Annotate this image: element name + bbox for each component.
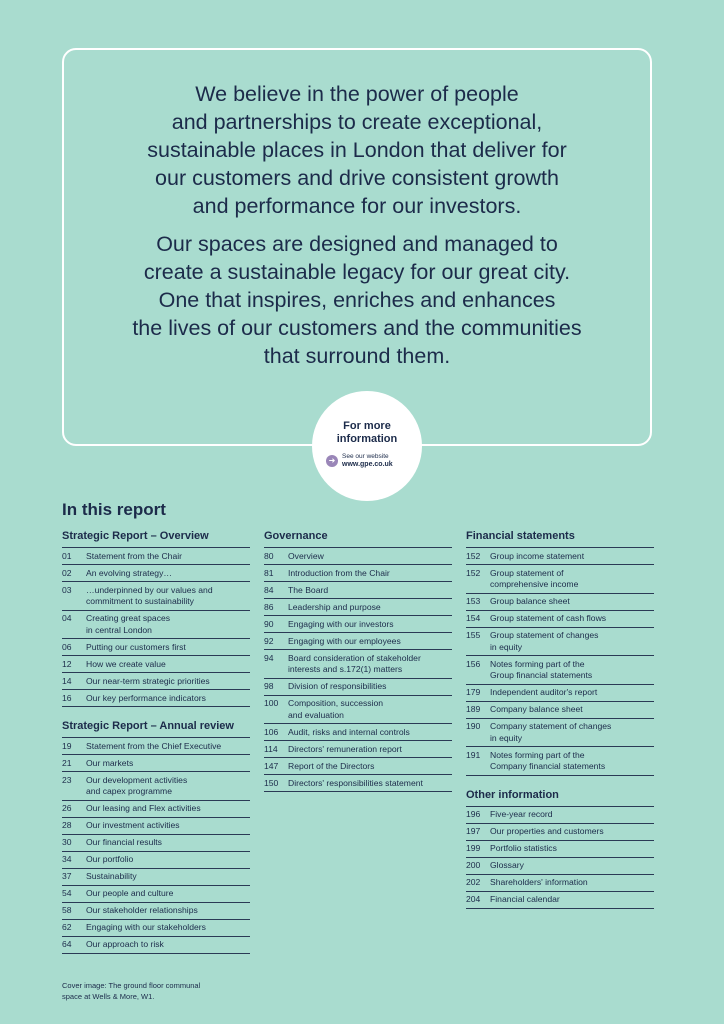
contents-entry[interactable] (62, 886, 250, 903)
contents-entry[interactable] (466, 892, 654, 909)
contents-entry[interactable] (466, 719, 654, 748)
entry-title (86, 676, 250, 688)
contents-entry[interactable] (466, 628, 654, 657)
entry-title-line: Our approach to risk (86, 939, 164, 949)
mission-statement-box (62, 48, 652, 446)
page-number: 23 (62, 774, 72, 785)
entry-title-line: Notes forming part of the (490, 658, 585, 669)
page-number: 106 (264, 726, 279, 737)
contents-entry[interactable] (62, 869, 250, 886)
contents-entry[interactable] (264, 633, 452, 650)
entry-title-line: Group financial statements (490, 670, 593, 680)
entry-title-line: Glossary (490, 860, 524, 870)
entry-title (288, 698, 452, 721)
page-number: 155 (466, 630, 481, 640)
contents-entry[interactable] (62, 755, 250, 772)
contents-title: In this report (62, 500, 166, 519)
entry-title-line: comprehensive income (490, 579, 579, 589)
entry-title-line: Company balance sheet (490, 704, 583, 714)
contents-entry[interactable] (264, 679, 452, 696)
entry-title (288, 585, 452, 597)
entry-title (86, 905, 250, 917)
entry-title-line: Our financial results (86, 837, 162, 847)
page-number: 54 (62, 888, 72, 898)
entry-title (490, 860, 654, 872)
entry-title (288, 653, 452, 676)
entry-title (490, 568, 654, 591)
entry-title-line: Our markets (86, 757, 134, 768)
entry-title-line: Our key performance indicators (86, 692, 206, 703)
entry-title-line: Our stakeholder relationships (86, 905, 198, 915)
contents-entry[interactable] (62, 690, 250, 707)
contents-entry[interactable] (466, 594, 654, 611)
page-number: 190 (466, 721, 481, 731)
page-number: 204 (466, 894, 481, 904)
entry-title-line: Composition, succession (288, 698, 384, 708)
entry-title (86, 758, 250, 770)
entry-title (86, 741, 250, 753)
entry-title-line: Introduction from the Chair (288, 567, 390, 578)
page-number: 200 (466, 860, 481, 870)
contents-entry[interactable] (264, 582, 452, 599)
text-line: space at Wells & More, W1. (62, 992, 155, 1001)
entry-title (490, 826, 654, 838)
entry-title (86, 803, 250, 815)
entry-title (490, 809, 654, 821)
contents-entry[interactable] (62, 656, 250, 673)
entry-title-line: Shareholders' information (490, 877, 588, 887)
entry-title-line: Statement from the Chair (86, 550, 183, 561)
contents-column-2 (264, 529, 452, 792)
entry-title (86, 642, 250, 654)
entry-title (288, 568, 452, 580)
section-heading: Other information (466, 788, 654, 807)
page-number: 189 (466, 704, 481, 714)
entry-title-line: Group income statement (490, 550, 585, 561)
contents-entry[interactable] (62, 772, 250, 801)
entry-title (288, 551, 452, 563)
entry-title (86, 888, 250, 900)
entry-title-line: Putting our customers first (86, 641, 186, 652)
page-number: 02 (62, 567, 72, 578)
page-number: 19 (62, 740, 72, 751)
contents-entry[interactable] (466, 656, 654, 685)
page-number: 64 (62, 939, 72, 949)
page-number: 06 (62, 641, 72, 652)
page-number: 147 (264, 760, 279, 771)
entry-title (86, 568, 250, 580)
entry-title-line: Company financial statements (490, 761, 606, 771)
entry-title (490, 721, 654, 744)
entry-title-line: Engaging with our stakeholders (86, 922, 206, 932)
entry-title-line: Leadership and purpose (288, 601, 381, 612)
entry-title (490, 704, 654, 716)
page-number: 94 (264, 652, 274, 663)
entry-title (490, 843, 654, 855)
text-line: sustainable places in London that deliver for (147, 138, 567, 162)
text-line: and performance for our investors. (192, 194, 522, 218)
entry-title-line: Our portfolio (86, 854, 134, 864)
text-line: and partnerships to create exceptional, (171, 110, 543, 134)
mission-paragraph-1 (64, 80, 650, 220)
page-number: 30 (62, 837, 72, 847)
website-link[interactable] (326, 453, 393, 469)
entry-title (490, 613, 654, 625)
entry-title (490, 659, 654, 682)
contents-entry[interactable] (62, 818, 250, 835)
contents-entry[interactable] (264, 696, 452, 725)
entry-title-line: …underpinned by our values and (86, 584, 213, 595)
entry-title-line: Company statement of changes (490, 721, 612, 731)
page-number: 04 (62, 613, 72, 623)
entry-title-line: Group statement of (490, 567, 564, 578)
entry-title-line: Our near-term strategic priorities (86, 675, 210, 686)
contents-entry[interactable] (264, 565, 452, 582)
entry-title-line: Directors' remuneration report (288, 743, 402, 754)
contents-entry[interactable] (62, 582, 250, 611)
section-heading: Strategic Report – Annual review (62, 719, 250, 738)
contents-entry[interactable] (466, 875, 654, 892)
contents-column-1 (62, 529, 250, 954)
website-url[interactable]: www.gpe.co.uk (342, 461, 393, 468)
entry-title-line: Sustainability (86, 871, 137, 881)
entry-title-line: Report of the Directors (288, 760, 375, 771)
contents-column-3 (466, 529, 654, 909)
contents-entry[interactable] (264, 775, 452, 792)
entry-title (288, 778, 452, 790)
entry-title (288, 619, 452, 631)
entry-title-line: and capex programme (86, 786, 172, 796)
page-number: 21 (62, 757, 72, 768)
page-number: 90 (264, 618, 274, 629)
text-line: create a sustainable legacy for our great city. (143, 260, 571, 284)
entry-title (86, 871, 250, 883)
entry-title-line: Notes forming part of the (490, 749, 585, 760)
text-line: Cover image: The ground floor communal (62, 981, 201, 990)
entry-title (490, 687, 654, 699)
entry-title-line: interests and s.172(1) matters (288, 664, 403, 674)
page-number: 199 (466, 843, 481, 853)
text-line: One that inspires, enriches and enhances (158, 288, 556, 312)
contents-entry[interactable] (466, 611, 654, 628)
entry-title (86, 585, 250, 608)
entry-title (86, 922, 250, 934)
entry-title (86, 551, 250, 563)
contents-entry[interactable] (466, 824, 654, 841)
page-number: 114 (264, 743, 278, 754)
contents-entry[interactable] (264, 741, 452, 758)
entry-title (86, 854, 250, 866)
entry-title-line: Division of responsibilities (288, 681, 387, 691)
entry-title (288, 602, 452, 614)
page-number: 03 (62, 584, 72, 595)
page-number: 202 (466, 877, 481, 887)
entry-title-line: An evolving strategy… (86, 567, 172, 578)
contents-entry[interactable] (466, 702, 654, 719)
entry-title-line: Our investment activities (86, 820, 180, 830)
entry-title (86, 775, 250, 798)
entry-title (86, 837, 250, 849)
entry-title-line: Group balance sheet (490, 596, 570, 606)
page-number: 84 (264, 584, 274, 595)
page-number: 26 (62, 803, 72, 813)
entry-title (86, 820, 250, 832)
contents-entry[interactable] (264, 599, 452, 616)
contents-entry[interactable] (62, 903, 250, 920)
entry-title-line: Engaging with our investors (288, 618, 394, 629)
text-line: the lives of our customers and the communities (132, 316, 582, 340)
page-number: 150 (264, 777, 279, 788)
contents-entry[interactable] (264, 758, 452, 775)
page-number: 34 (62, 854, 72, 864)
page-number: 28 (62, 820, 72, 830)
entry-title-line: Independent auditor's report (490, 687, 598, 697)
entry-title (288, 727, 452, 739)
page-number: 152 (466, 550, 481, 561)
section-heading: Governance (264, 529, 452, 548)
entry-title-line: commitment to sustainability (86, 596, 194, 606)
text-line: Our spaces are designed and managed to (156, 232, 558, 256)
contents-entry[interactable] (62, 738, 250, 755)
entry-title-line: and evaluation (288, 709, 344, 720)
entry-title (86, 659, 250, 671)
entry-title (490, 551, 654, 563)
page-number: 92 (264, 635, 274, 646)
arrow-icon: ➜ (326, 455, 338, 467)
contents-entry[interactable] (62, 565, 250, 582)
entry-title (490, 894, 654, 906)
entry-title-line: Portfolio statistics (490, 843, 557, 853)
page-number: 86 (264, 601, 274, 612)
page-number: 154 (466, 613, 481, 623)
contents-entry[interactable] (264, 548, 452, 565)
contents-entry[interactable] (62, 801, 250, 818)
page-number: 153 (466, 596, 481, 606)
entry-title-line: Our properties and customers (490, 826, 604, 836)
more-info-badge[interactable] (312, 391, 422, 501)
entry-title-line: Board consideration of stakeholder (288, 652, 421, 663)
page-number: 196 (466, 809, 481, 819)
entry-title-line: Directors' responsibilities statement (288, 777, 423, 788)
entry-title-line: Group statement of changes (490, 630, 599, 640)
page-number: 14 (62, 675, 72, 686)
page-number: 81 (264, 567, 274, 578)
page-number: 80 (264, 550, 274, 561)
page-number: 152 (466, 567, 481, 578)
more-info-title (312, 420, 422, 446)
contents-entry[interactable] (62, 548, 250, 565)
contents-entry[interactable] (264, 724, 452, 741)
entry-title-line: Engaging with our employees (288, 635, 401, 646)
entry-title-line: Our people and culture (86, 888, 174, 898)
contents-entry[interactable] (466, 685, 654, 702)
page-number: 191 (466, 749, 481, 760)
website-text (342, 453, 393, 469)
contents-entry[interactable] (62, 611, 250, 640)
text-line: For more (343, 420, 391, 432)
entry-title (288, 636, 452, 648)
contents-entry[interactable] (466, 565, 654, 594)
entry-title (86, 613, 250, 636)
mission-paragraph-2 (64, 230, 650, 370)
page-number: 58 (62, 905, 72, 915)
page-number: 197 (466, 826, 481, 836)
page-number: 100 (264, 698, 279, 708)
entry-title (490, 630, 654, 653)
contents-entry[interactable] (466, 747, 654, 776)
entry-title-line: Overview (288, 550, 324, 561)
contents-entry[interactable] (62, 835, 250, 852)
section-heading: Strategic Report – Overview (62, 529, 250, 548)
entry-title-line: Our leasing and Flex activities (86, 803, 201, 813)
contents-entry[interactable] (466, 841, 654, 858)
entry-title (490, 750, 654, 773)
entry-title (86, 939, 250, 951)
contents-entry[interactable] (62, 673, 250, 690)
text-line: that surround them. (263, 344, 451, 368)
page-number: 98 (264, 681, 274, 691)
entry-title-line: in central London (86, 624, 152, 635)
cover-image-caption (62, 980, 252, 1002)
entry-title (490, 596, 654, 608)
page-number: 156 (466, 658, 481, 669)
page-number: 62 (62, 922, 72, 932)
contents-entry[interactable] (466, 858, 654, 875)
text-line: our customers and drive consistent growth (155, 166, 559, 190)
entry-title-line: in equity (490, 641, 523, 652)
see-website-label: See our website (342, 453, 389, 460)
text-line: information (336, 433, 398, 445)
page-number: 01 (62, 550, 72, 561)
entry-title (490, 877, 654, 889)
page-number: 37 (62, 871, 72, 881)
contents-entry[interactable] (62, 920, 250, 937)
contents-entry[interactable] (62, 852, 250, 869)
page-number: 16 (62, 692, 72, 703)
entry-title-line: How we create value (86, 658, 166, 669)
contents-entry[interactable] (466, 548, 654, 565)
entry-title-line: The Board (288, 584, 329, 595)
entry-title (86, 693, 250, 705)
page-number: 12 (62, 658, 72, 669)
entry-title-line: Financial calendar (490, 894, 560, 904)
entry-title-line: Audit, risks and internal controls (288, 726, 410, 737)
entry-title (288, 761, 452, 773)
contents-entry[interactable] (62, 639, 250, 656)
contents-entry[interactable] (466, 807, 654, 824)
entry-title (288, 681, 452, 693)
entry-title-line: Statement from the Chief Executive (86, 740, 222, 751)
entry-title-line: in equity (490, 732, 523, 743)
contents-entry[interactable] (62, 937, 250, 954)
text-line: We believe in the power of people (195, 82, 519, 106)
entry-title-line: Five-year record (490, 809, 553, 819)
entry-title (288, 744, 452, 756)
entry-title-line: Creating great spaces (86, 613, 171, 623)
section-heading: Financial statements (466, 529, 654, 548)
contents-entry[interactable] (264, 650, 452, 679)
contents-entry[interactable] (264, 616, 452, 633)
page-number: 179 (466, 687, 481, 697)
entry-title-line: Our development activities (86, 774, 188, 785)
entry-title-line: Group statement of cash flows (490, 613, 607, 623)
